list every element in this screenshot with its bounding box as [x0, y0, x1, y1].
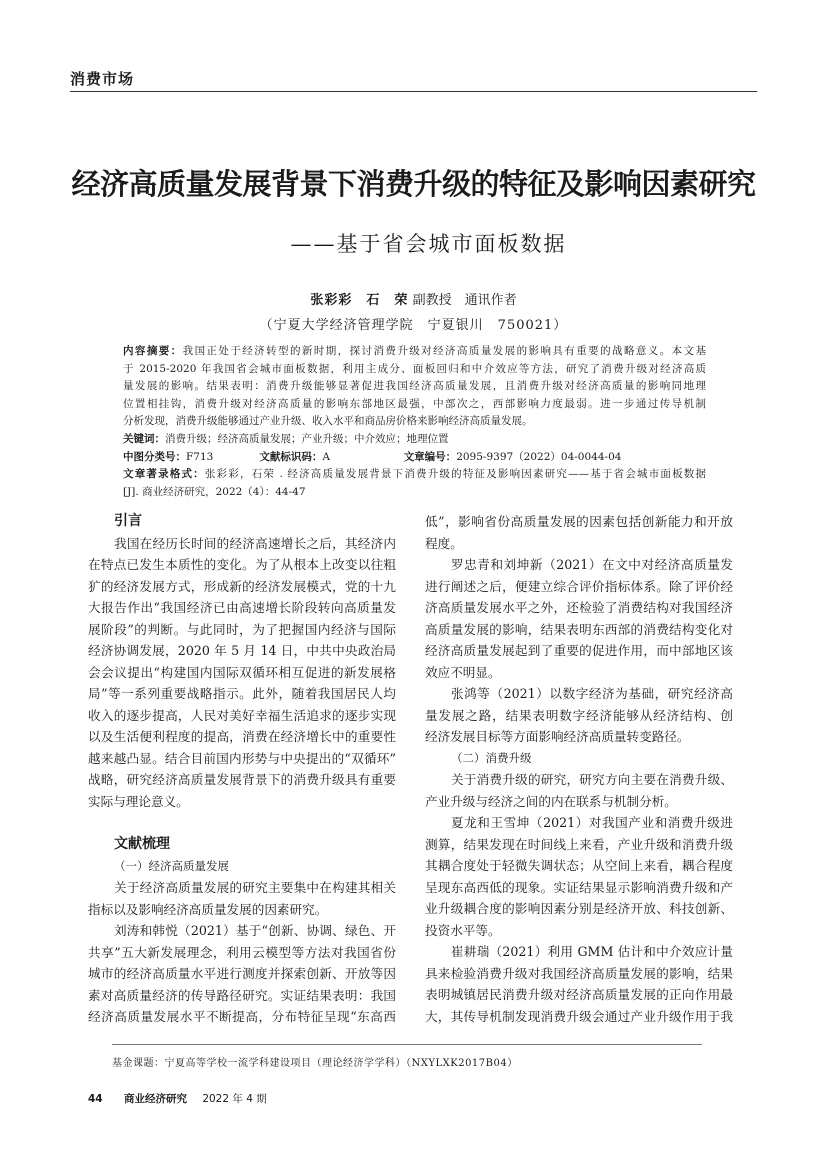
journal-name: 商业经济研究 [123, 1093, 187, 1105]
paragraph-line: 经济发展目标等方面影响经济高质量转变路径。 [425, 729, 690, 744]
paragraph-line: 效应不明显。 [425, 664, 501, 680]
paragraph-line: 会会议提出“构建国内国际双循环相互促进的新发展格 [88, 664, 396, 680]
article-no-label: 文章编号： [403, 450, 457, 463]
subsection-heading: （一）经济高质量发展 [114, 858, 229, 873]
doc-code-label: 文献标识码： [259, 450, 323, 463]
keywords-label: 关键词： [123, 432, 165, 445]
abstract-text [123, 343, 706, 431]
paragraph-line: 关于消费升级的研究，研究方向主要在消费升级、 [451, 772, 733, 787]
paragraph-line: 呈现东高西低的现象。实证结果显示影响消费升级和产 [425, 879, 733, 895]
journal-issue: 2022 年 4 期 [202, 1093, 267, 1105]
section-tag: 消费市场 [70, 70, 135, 88]
paragraph-line: 其耦合度处于轻微失调状态；从空间上来看，耦合程度 [425, 858, 733, 873]
author-role: 副教授 通讯作者 [412, 293, 517, 308]
paragraph-line: 大，其传导机制发现消费升级会通过产业升级作用于我 [425, 1008, 733, 1024]
paragraph-line: 城市的经济高质量水平进行测度并探索创新、开放等因 [88, 966, 396, 981]
abstract-line [123, 343, 706, 361]
paragraph-line: 实际与理论意义。 [88, 793, 189, 809]
abstract-line-text: 量发展的影响。结果表明：消费升级能够显著促进我国经济高质量发展，且消费升级对经济高质量的影响同地理 [123, 380, 706, 393]
footnote-rule [112, 1044, 702, 1045]
abstract-line [123, 413, 706, 431]
clc-label: 中图分类号： [123, 450, 186, 463]
paragraph-line: 刘涛和韩悦（2021）基于“创新、协调、绿色、开 [114, 923, 396, 938]
classification-row [123, 449, 706, 467]
header-rule [70, 91, 757, 92]
article-subtitle: ——基于省会城市面板数据 [290, 232, 567, 256]
paragraph-line: 大报告作出“我国经济已由高速增长阶段转向高质量发 [88, 600, 396, 615]
paragraph-line: 经济高质量发展水平不断提高，分布特征呈现“东高西 [88, 1009, 396, 1024]
paragraph-line: 产业升级与经济之间的内在联系与机制分析。 [425, 793, 677, 809]
abstract-line-text: 于 2015-2020 年我国省会城市面板数据，利用主成分、面板回归和中介效应等方法，研究了消费升级对经济高质 [123, 362, 706, 375]
paragraph-line: 素对高质量经济的传导路径研究。实证结果表明：我国 [88, 987, 396, 1003]
page-number: 44 [88, 1093, 103, 1105]
paragraph-line: 战略，研究经济高质量发展背景下的消费升级具有重要 [88, 772, 396, 787]
abstract-label: 内容摘要： [123, 345, 183, 357]
spacer [88, 812, 396, 834]
paragraph-line: 以及生活便利程度的提高，消费在经济增长中的重要性 [88, 729, 396, 744]
paragraph-line: 低”，影响省份高质量发展的因素包括创新能力和开放 [425, 514, 733, 529]
paragraph-line: 局”等一系列重要战略指示。此外，随着我国居民人均 [88, 686, 396, 701]
article-title: 经济高质量发展背景下消费升级的特征及影响因素研究 [71, 167, 756, 201]
paragraph-line: 程度。 [425, 535, 463, 551]
left-column [88, 511, 396, 1028]
paragraph-line: 罗忠青和刘坤新（2021）在文中对经济高质量发 [451, 557, 733, 572]
fund-note: 基金课题：宁夏高等学校一流学科建设项目（理论经济学学科）（NXYLXK2017B04） [112, 1058, 518, 1069]
paragraph-line: 张鸿等（2021）以数字经济为基础，研究经济高 [451, 686, 733, 701]
paragraph-line: 测算，结果发现在时间线上来看，产业升级和消费升级 [425, 836, 733, 852]
paragraph-line: 济高质量发展水平之外，还检验了消费结构对我国经济 [425, 600, 733, 615]
paragraph-line: 表明城镇居民消费升级对经济高质量发展的正向作用最 [425, 987, 733, 1002]
paragraph-line: 经济高质量发展起到了重要的促进作用，而中部地区该 [425, 643, 733, 658]
paragraph-line: 我国在经历长时间的经济高速增长之后，其经济内 [114, 535, 396, 551]
clc-value: F713 [186, 450, 214, 463]
abstract-line [123, 378, 706, 396]
paragraph-line: 夏龙和王雪坤（2021）对我国产业和消费升级进 [451, 815, 733, 830]
paragraph-line: 展阶段”的判断。与此同时，为了把握国内经济与国际 [88, 621, 396, 637]
paragraph-line: 犷的经济发展方式，形成新的经济发展模式，党的十九 [88, 578, 396, 594]
paragraph-line: 关于经济高质量发展的研究主要集中在构建其相关 [114, 880, 396, 895]
paragraph-line: 具来检验消费升级对我国经济高质量发展的影响，结果 [425, 965, 733, 981]
citation-label: 文章著录格式： [123, 468, 205, 481]
abstract-line-text: 我国正处于经济转型的新时期，探讨消费升级对经济高质量发展的影响具有重要的战略意义。本文基 [182, 345, 707, 357]
section-heading: 文献梳理 [114, 836, 170, 852]
paragraph-line: 进行阐述之后，便建立综合评价指标体系。除了评价经 [425, 578, 733, 594]
paragraph-line: 高质量发展的影响，结果表明东西部的消费结构变化对 [425, 621, 733, 637]
article-no-value: 2095-9397（2022）04-0044-04 [456, 450, 622, 463]
paragraph-line: 量发展之路，结果表明数字经济能够从经济结构、创 [425, 707, 733, 723]
paragraph-line: 在特点已发生本质性的变化。为了从根本上改变以往粗 [88, 557, 396, 572]
citation [123, 466, 706, 484]
paragraph-line: 投资水平等。 [425, 922, 501, 938]
paragraph-line: 共享”五大新发展理念，利用云模型等方法对我国省份 [88, 944, 396, 960]
paragraph-line: 越来越凸显。结合目前国内形势与中央提出的“双循环” [88, 750, 396, 766]
citation-line1: 张彩彩，石荣 . 经济高质量发展背景下消费升级的特征及影响因素研究——基于省会城市面板数据 [204, 468, 706, 481]
paragraph-line: 收入的逐步提高，人民对美好幸福生活追求的逐步实现 [88, 707, 396, 723]
paragraph-line: 指标以及影响经济高质量发展的因素研究。 [88, 901, 328, 917]
keywords-value: 消费升级；经济高质量发展；产业升级；中介效应；地理位置 [165, 432, 449, 445]
paragraph-line: 业升级耦合度的影响因素分别是经济开放、科技创新、 [425, 901, 733, 916]
doc-code-value: A [322, 450, 330, 463]
page-footer [88, 1091, 267, 1106]
paragraph-line: 崔耕瑞（2021）利用 GMM 估计和中介效应计量 [451, 944, 733, 959]
abstract-line [123, 396, 706, 414]
subsection-heading: （二）消费升级 [451, 750, 532, 765]
section-heading: 引言 [114, 513, 142, 529]
affiliation: （宁夏大学经济管理学院 宁夏银川 750021） [259, 318, 568, 333]
author-names: 张彩彩 石 荣 [310, 293, 409, 308]
abstract-line [123, 361, 706, 379]
citation-line2: [J]. 商业经济研究，2022（4）：44-47 [123, 485, 306, 498]
paragraph-line: 经济协调发展，2020 年 5 月 14 日，中共中央政治局 [88, 643, 396, 658]
abstract-line-text: 分析发现，消费升级能够通过产业升级、收入水平和商品房价格来影响经济高质量发展。 [123, 415, 533, 428]
authors [0, 289, 827, 308]
right-column [425, 511, 733, 1027]
abstract-line-text: 位置相挂钩，消费升级对经济高质量的影响东部地区最强，中部次之，西部影响力度最弱。进一步通过传导机制 [123, 397, 706, 410]
abstract-block [123, 343, 706, 501]
keywords [123, 431, 706, 449]
